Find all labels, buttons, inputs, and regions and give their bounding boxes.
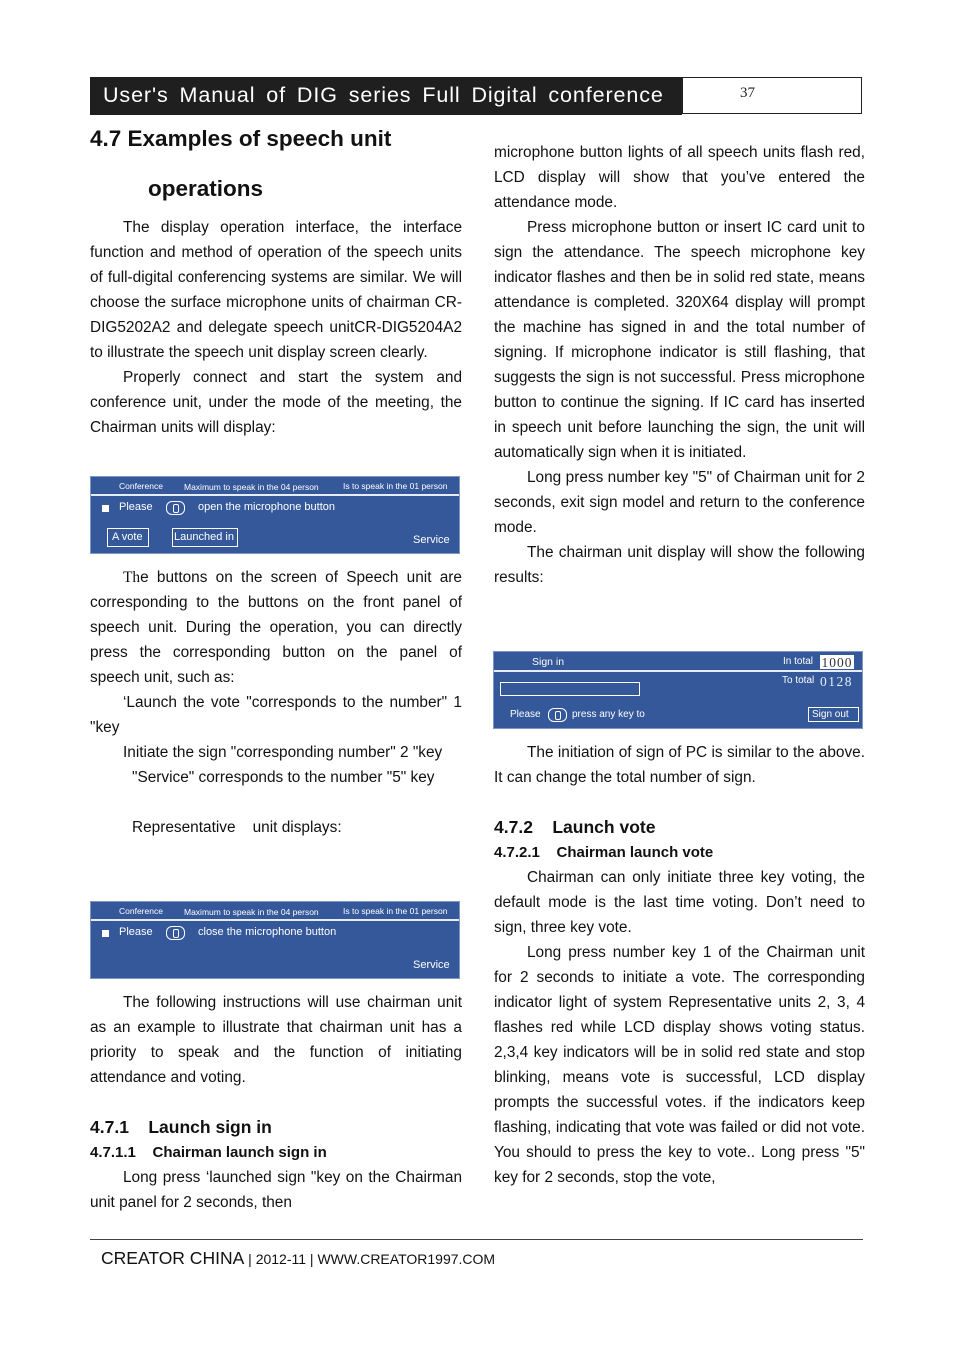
paragraph: The display operation interface, the interface function and method of operation of the speech units of full-digital conferencing systems are similar. We will choose the surface microphone units of chairman CR-DIG5202A2 and delegate speech unitCR-DIG5204A2 to illustrate the speech unit display screen clearly. (90, 219, 462, 361)
spacer (494, 790, 865, 815)
vote-button[interactable] (107, 528, 149, 547)
paragraph: Initiate the sign "corresponding number" 2 "key (123, 744, 443, 761)
section-title-cont: operations (148, 176, 264, 201)
header-title: User's Manual of DIG series Full Digital conference (103, 83, 664, 107)
paragraph: "Service" corresponds to the number "5" key (132, 769, 435, 786)
page-number: 37 (740, 85, 755, 101)
paragraph: Representative unit displays: (132, 819, 342, 836)
max-speak-label: Maximum to speak in the 04 person (184, 482, 319, 492)
service-label: Service (413, 959, 450, 971)
footer-date: 2012-11 (255, 1251, 307, 1267)
vote-button-label: A vote (112, 531, 143, 543)
launched-in-label: Launched in (174, 531, 234, 543)
paragraph: Chairman can only initiate three key voting, the default mode is the last time voting. Don’t need to sign, three key vote. (494, 869, 865, 936)
paragraph (90, 565, 462, 690)
left-text-block-2 (90, 565, 462, 840)
is-speak-label: Is to speak in the 01 person (343, 906, 448, 916)
paragraph: Press microphone button or insert IC card unit to sign the attendance. The speech microphone key indicator flashes and then be in solid red state, means attendance is completed. 320X64 display will prompt the machine has signed in and the total number of signing. If microphone indicator is still flashing, that suggests the sign is not successful. Press microphone button to continue the signing. If IC card has inserted in speech unit before launching the sign, the unit will automatically sign when it is initiated. (494, 219, 865, 461)
subsection-heading: 4.7.1 Launch sign in (90, 1117, 272, 1137)
paragraph-rest: e buttons on the screen of Speech unit are corresponding to the buttons on the front panel of speech unit. During the operation, you can directly press the corresponding button on the panel of speech unit, such as: (90, 569, 462, 686)
right-text-block-2 (494, 740, 865, 1190)
action-text: close the microphone button (198, 926, 337, 938)
is-speak-label: Is to speak in the 01 person (343, 481, 448, 491)
subsection-heading: 4.7.2 Launch vote (494, 817, 656, 837)
footer-separator: | (244, 1251, 256, 1267)
in-total-value: 1000 (821, 655, 853, 670)
in-total-label: In total (783, 656, 814, 667)
paragraph: ‘Launch the vote "corresponds to the number" 1 "key (90, 694, 462, 736)
paragraph: The chairman unit display will show the following results: (494, 544, 865, 586)
microphone-icon (166, 501, 185, 515)
paragraph: Long press number key 1 of the Chairman unit for 2 seconds to initiate a vote. The corresponding indicator light of system Representative units 2, 3, 4 flashes red while LCD display shows voting status. 2,3,4 key indicators will be in solid red state and stop blinking, means vote is successful, LCD display prompts the successful votes. if the indicators keep flashing, indicating that vote was failed or did not vote. You should to press the key to vote.. Long press "5" key for 2 seconds, stop the vote, (494, 944, 865, 1186)
bullet-icon (102, 505, 109, 512)
chairman-lcd-screen (90, 476, 460, 554)
representative-lcd-screen (90, 901, 460, 979)
spacer (90, 790, 462, 815)
paragraph: microphone button lights of all speech units flash red, LCD display will show that you’ve entered the attendance mode. (494, 144, 865, 211)
left-text-block-1 (90, 215, 462, 440)
to-total-value: 0128 (820, 674, 853, 689)
signin-input-field[interactable] (500, 682, 640, 696)
signin-lcd-screen (493, 651, 863, 729)
microphone-icon (166, 926, 185, 940)
left-text-block-3 (90, 990, 462, 1215)
bullet-icon (102, 930, 109, 937)
please-label: Please (119, 926, 153, 938)
sign-out-label: Sign out (812, 709, 849, 720)
subsubsection-heading: 4.7.2.1 Chairman launch vote (494, 844, 714, 861)
footer (101, 1248, 495, 1269)
conference-label: Conference (119, 481, 163, 491)
action-text: open the microphone button (198, 501, 335, 513)
please-label: Please (119, 501, 153, 513)
spacer (90, 1090, 462, 1115)
paragraph: The initiation of sign of PC is similar to the above. It can change the total number of sign. (494, 744, 865, 786)
footer-rule (90, 1239, 863, 1240)
divider (91, 494, 459, 496)
press-any-key-label: press any key to (572, 709, 645, 720)
footer-separator: | (306, 1251, 318, 1267)
paragraph: Long press ‘launched sign "key on the Chairman unit panel for 2 seconds, then (90, 1169, 462, 1211)
footer-brand: CREATOR CHINA (101, 1248, 245, 1268)
launched-in-button[interactable] (172, 528, 238, 547)
max-speak-label: Maximum to speak in the 04 person (184, 907, 319, 917)
paragraph: The following instructions will use chairman unit as an example to illustrate that chairman unit has a priority to speak and the function of initiating attendance and voting. (90, 994, 462, 1086)
section-title: 4.7 Examples of speech unit (90, 126, 392, 151)
sign-out-button[interactable] (808, 707, 859, 722)
paragraph-lead: Th (123, 569, 141, 586)
footer-website: WWW.CREATOR1997.COM (317, 1251, 496, 1267)
subsubsection-heading: 4.7.1.1 Chairman launch sign in (90, 1144, 327, 1161)
sign-in-label: Sign in (532, 656, 565, 668)
page-number-box (682, 77, 862, 114)
microphone-icon (548, 708, 567, 722)
service-label: Service (413, 534, 450, 546)
conference-label: Conference (119, 906, 163, 916)
paragraph: Long press number key "5" of Chairman unit for 2 seconds, exit sign model and return to the conference mode. (494, 469, 865, 536)
divider (91, 919, 459, 921)
divider (494, 670, 862, 672)
right-text-block-1 (494, 140, 865, 590)
to-total-label: To total (782, 675, 815, 686)
paragraph: Properly connect and start the system and conference unit, under the mode of the meeting, the Chairman units will display: (90, 369, 462, 436)
please-label: Please (510, 709, 541, 720)
